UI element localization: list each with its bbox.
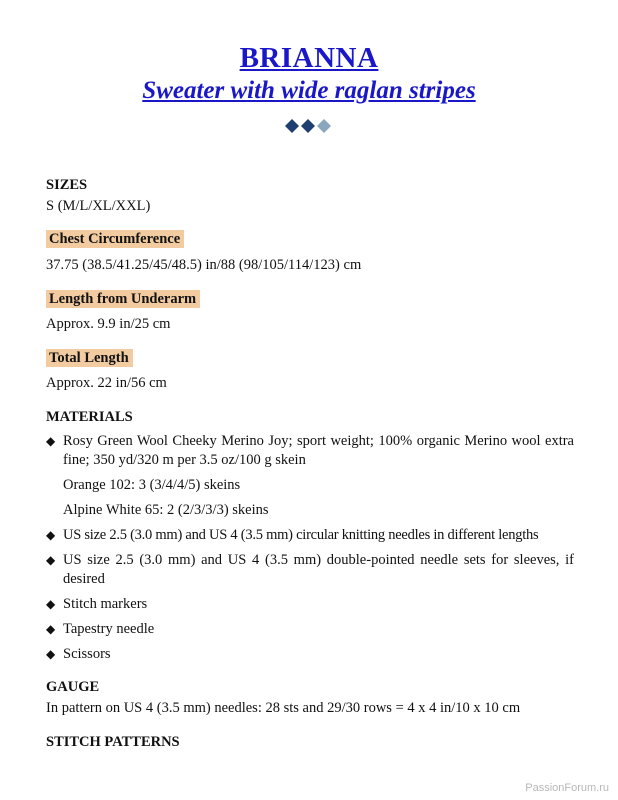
diamond-icon [285,119,299,133]
scissors-text: Scissors [63,646,111,662]
yarn-color-orange: Orange 102: 3 (3/4/4/5) skeins [63,477,241,493]
diamond-bullet-icon: ◆ [46,528,56,542]
pattern-body [46,176,574,752]
diamond-icon [317,119,331,133]
total-length-value: Approx. 22 in/56 cm [46,375,167,391]
yarn-text: Rosy Green Wool Cheeky Merino Joy; sport weight; 100% organic Merino wool extra fine; 350 yd/320 m per 3.5 oz/100 g skein [63,433,574,468]
circular-needles-text: US size 2.5 (3.0 mm) and US 4 (3.5 mm) circular knitting needles in different lengths [63,527,539,543]
materials-heading: MATERIALS [46,409,133,425]
list-item [46,551,574,589]
markers-text: Stitch markers [63,596,148,612]
sizes-value: S (M/L/XL/XXL) [46,198,151,214]
stitch-patterns-heading: STITCH PATTERNS [46,734,180,750]
dpn-text: US size 2.5 (3.0 mm) and US 4 (3.5 mm) double-pointed needle sets for sleeves, if desired [63,552,574,587]
diamond-icon [301,119,315,133]
underarm-heading: Length from Underarm [46,290,200,308]
list-item [46,645,574,664]
gauge-value: In pattern on US 4 (3.5 mm) needles: 28 sts and 29/30 rows = 4 x 4 in/10 x 10 cm [46,700,521,716]
pattern-subtitle: Sweater with wide raglan stripes [142,77,476,104]
list-item [46,620,574,639]
total-length-heading: Total Length [46,349,133,367]
three-diamonds-icon [284,118,336,134]
underarm-section [46,290,574,309]
list-item [46,595,574,614]
pattern-title: BRIANNA [239,42,379,74]
tapestry-text: Tapestry needle [63,621,155,637]
diamond-bullet-icon: ◆ [46,647,56,661]
chest-value: 37.75 (38.5/41.25/45/48.5) in/88 (98/105/114/123) cm [46,257,362,273]
list-item [46,526,574,545]
underarm-value: Approx. 9.9 in/25 cm [46,316,171,332]
list-item [46,432,574,470]
chest-heading: Chest Circumference [46,230,184,248]
sizes-heading: SIZES [46,177,88,193]
gauge-heading: GAUGE [46,679,100,695]
diamond-bullet-icon: ◆ [46,434,56,448]
diamond-bullet-icon: ◆ [46,597,56,611]
diamond-bullet-icon: ◆ [46,622,56,636]
diamond-bullet-icon: ◆ [46,553,56,567]
watermark: PassionForum.ru [525,782,609,794]
chest-section [46,230,574,249]
total-length-section [46,349,574,368]
yarn-color-white: Alpine White 65: 2 (2/3/3/3) skeins [63,502,269,518]
